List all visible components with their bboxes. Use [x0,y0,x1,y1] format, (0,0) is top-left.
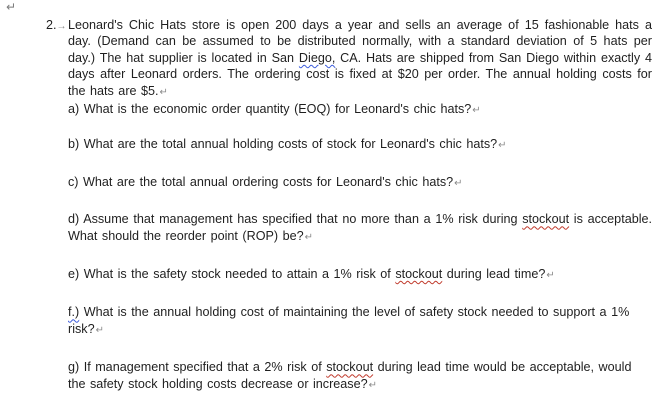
question-c-text: c) What are the total annual ordering costs for Leonard's chic hats? [68,174,454,189]
paragraph-mark-icon: ↵ [304,231,313,243]
paragraph-mark-icon: ↵ [6,0,17,14]
question-g-text-cont: during lead time would be acceptable, would the safety stock holding costs decrease or increase? [68,360,632,391]
question-f [68,304,652,339]
question-e-text-cont: during lead time? [442,267,546,282]
question-a [68,101,652,119]
paragraph-mark-icon: ↵ [454,177,463,189]
paragraph-mark-icon: ↵ [95,324,104,336]
question-e-text: e) What is the safety stock needed to attain a 1% risk of [68,267,396,282]
problem-text: Leonard's Chic Hats store is open 200 days a year and sells an average of 15 fashionable hats a day. (Demand can be assumed to be distributed normally, with a standard deviation of 5 hats per day.) The hat supplier is located in San [68,18,652,65]
paragraph-mark-icon: ↵ [498,140,507,152]
paragraph-mark-icon: ↵ [368,379,378,391]
question-b [68,136,652,154]
spellcheck-flagged-word[interactable]: stockout [395,267,443,282]
question-d-text-cont: is acceptable. What should the reorder point (ROP) be? [68,212,652,243]
grammar-flagged-word[interactable]: Diego, [298,50,336,65]
question-e [68,266,652,284]
question-g-text: g) If management specified that a 2% risk of [68,360,327,375]
question-g [68,359,652,394]
grammar-flagged-word[interactable]: f.) [68,305,80,320]
question-b-text: b) What are the total annual holding costs of stock for Leonard's chic hats? [68,137,498,152]
paragraph-mark-icon: ↵ [159,86,168,98]
problem-text-cont: CA. Hats are shipped from San Diego within exactly 4 days after Leonard orders. The ordering cost is fixed at $20 per order. The annual holding costs for the hats are $5. [68,50,652,98]
spellcheck-flagged-word[interactable]: stockout [522,212,570,227]
question-d [68,211,652,246]
problem-statement [46,17,652,101]
paragraph-mark-icon: ↵ [546,270,555,282]
tab-arrow-icon: → [56,21,67,32]
question-f-text: What is the annual holding cost of maintaining the level of safety stock needed to support a 1% risk? [68,305,630,336]
spellcheck-flagged-word[interactable]: stockout [326,360,374,375]
problem-number: 2.→ [46,18,67,32]
question-d-text: d) Assume that management has specified that no more than a 1% risk during [68,212,523,227]
question-a-text: a) What is the economic order quantity (EOQ) for Leonard's chic hats? [68,102,472,117]
document-body[interactable] [46,17,652,394]
question-c [68,174,652,192]
paragraph-mark-icon: ↵ [472,105,481,117]
